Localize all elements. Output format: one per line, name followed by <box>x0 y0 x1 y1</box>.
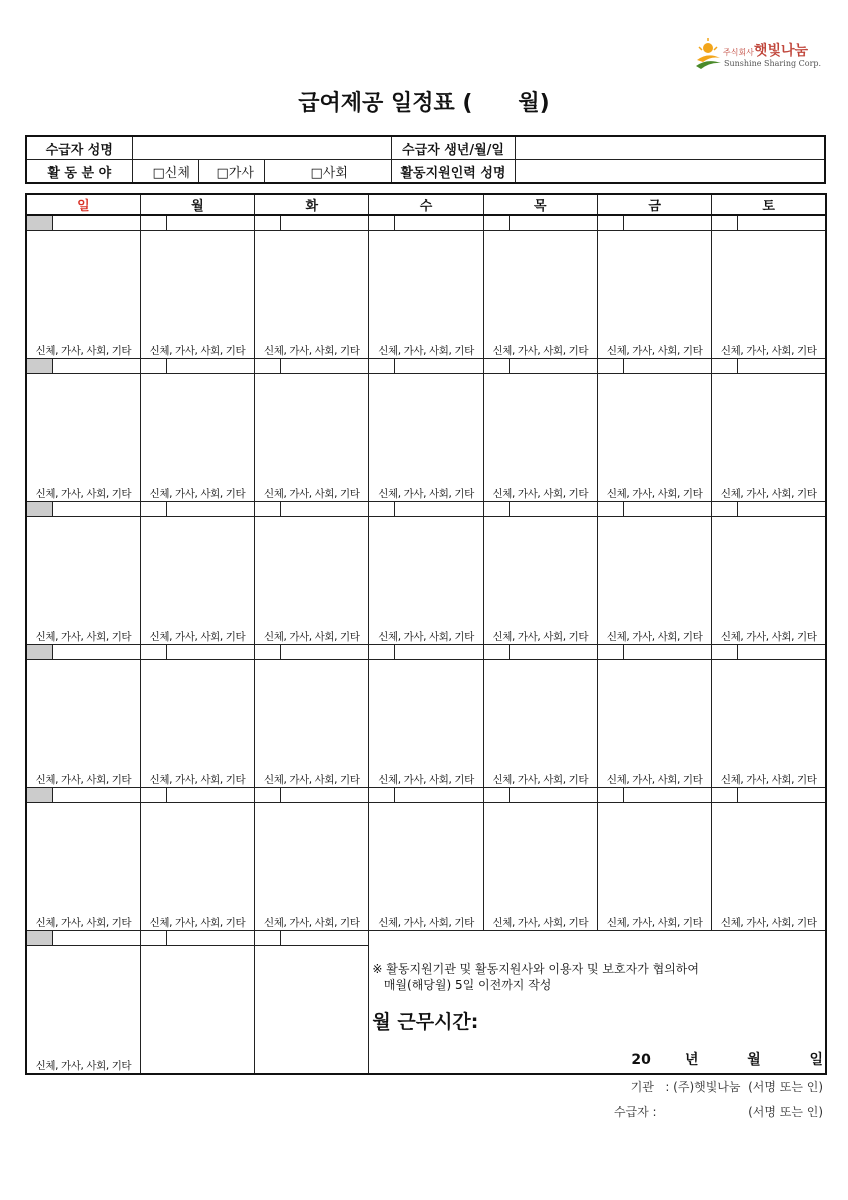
date-time-cell[interactable] <box>166 645 254 660</box>
day-category-line: 신체, 가사, 사회, 기타 <box>255 915 369 931</box>
day-category-line: 신체, 가사, 사회, 기타 <box>597 915 711 931</box>
date-number-cell[interactable] <box>369 215 395 231</box>
day-schedule-cell[interactable] <box>369 660 483 773</box>
date-number-cell[interactable] <box>712 215 738 231</box>
date-number-cell[interactable] <box>483 645 509 660</box>
date-number-cell[interactable] <box>712 359 738 374</box>
day-schedule-cell[interactable] <box>369 803 483 916</box>
recipient-signature-line: 수급자 : (서명 또는 인) <box>613 1105 824 1119</box>
day-schedule-cell[interactable] <box>140 803 254 916</box>
day-category-line: 신체, 가사, 사회, 기타 <box>255 772 369 788</box>
day-category-line: 신체, 가사, 사회, 기타 <box>483 343 597 359</box>
day-schedule-cell[interactable] <box>369 517 483 630</box>
date-number-cell[interactable] <box>597 359 623 374</box>
day-schedule-cell[interactable] <box>712 660 826 773</box>
date-number-cell[interactable] <box>369 359 395 374</box>
day-category-line: 신체, 가사, 사회, 기타 <box>597 772 711 788</box>
weekday-header: 월 <box>140 194 254 215</box>
day-schedule-cell[interactable] <box>140 517 254 630</box>
day-category-line: 신체, 가사, 사회, 기타 <box>712 772 826 788</box>
day-schedule-cell[interactable] <box>140 660 254 773</box>
date-number-cell[interactable] <box>255 645 281 660</box>
date-number-cell[interactable] <box>255 215 281 231</box>
day-category-line: 신체, 가사, 사회, 기타 <box>597 629 711 645</box>
day-category-line: 신체, 가사, 사회, 기타 <box>140 915 254 931</box>
date-time-cell[interactable] <box>509 359 597 374</box>
date-time-cell[interactable] <box>623 359 711 374</box>
date-time-cell[interactable] <box>52 645 140 660</box>
date-time-cell[interactable] <box>623 502 711 517</box>
date-time-cell[interactable] <box>738 359 826 374</box>
date-time-cell[interactable] <box>52 788 140 803</box>
date-number-cell[interactable] <box>369 788 395 803</box>
date-time-cell[interactable] <box>281 502 369 517</box>
day-schedule-cell[interactable] <box>597 231 711 344</box>
weekday-header: 금 <box>597 194 711 215</box>
day-category-line: 신체, 가사, 사회, 기타 <box>26 1058 140 1074</box>
recipient-info-table <box>25 135 826 184</box>
date-time-cell[interactable] <box>509 645 597 660</box>
date-time-cell[interactable] <box>52 931 140 946</box>
date-time-cell[interactable] <box>509 215 597 231</box>
day-category-line: 신체, 가사, 사회, 기타 <box>26 629 140 645</box>
date-time-cell[interactable] <box>281 359 369 374</box>
day-category-line: 신체, 가사, 사회, 기타 <box>712 486 826 502</box>
day-schedule-cell[interactable] <box>26 803 140 916</box>
notes-signature-panel <box>369 931 826 1119</box>
date-number-cell[interactable] <box>712 502 738 517</box>
date-time-cell[interactable] <box>623 215 711 231</box>
date-time-cell[interactable] <box>623 645 711 660</box>
day-category-line: 신체, 가사, 사회, 기타 <box>483 486 597 502</box>
date-number-cell[interactable] <box>712 788 738 803</box>
date-time-cell[interactable] <box>738 502 826 517</box>
date-number-cell[interactable] <box>369 645 395 660</box>
work-hours-label: 월 근무시간: <box>372 1011 479 1033</box>
recipient-name-label: 수급자 성명 <box>26 136 132 160</box>
day-category-line: 신체, 가사, 사회, 기타 <box>255 343 369 359</box>
day-category-line: 신체, 가사, 사회, 기타 <box>369 486 483 502</box>
date-number-cell[interactable] <box>255 931 281 946</box>
day-category-line: 신체, 가사, 사회, 기타 <box>369 915 483 931</box>
recipient-birth-field[interactable] <box>515 136 825 160</box>
sign-date-line: 20 년 월 일 <box>631 1052 824 1068</box>
date-time-cell[interactable] <box>738 645 826 660</box>
day-schedule-cell[interactable] <box>26 660 140 773</box>
day-schedule-cell[interactable] <box>26 374 140 487</box>
day-schedule-cell[interactable] <box>140 946 254 1059</box>
date-time-cell[interactable] <box>281 215 369 231</box>
date-number-cell[interactable] <box>483 502 509 517</box>
date-time-cell[interactable] <box>395 359 483 374</box>
day-schedule-cell[interactable] <box>255 374 369 487</box>
date-time-cell[interactable] <box>166 502 254 517</box>
instruction-note: ※ 활동지원기관 및 활동지원사와 이용자 및 보호자가 협의하여 매월(해당월) 5일 이전까지 작성 <box>372 962 699 992</box>
company-logo <box>693 36 823 74</box>
day-category-line: 신체, 가사, 사회, 기타 <box>712 915 826 931</box>
date-number-cell[interactable] <box>483 788 509 803</box>
day-category-line: 신체, 가사, 사회, 기타 <box>140 629 254 645</box>
schedule-calendar <box>25 193 827 1119</box>
day-category-line <box>255 1058 369 1074</box>
day-schedule-cell[interactable] <box>483 803 597 916</box>
weekday-header: 일 <box>26 194 140 215</box>
day-schedule-cell[interactable] <box>255 231 369 344</box>
date-number-cell[interactable] <box>140 215 166 231</box>
day-schedule-cell[interactable] <box>369 374 483 487</box>
day-schedule-cell[interactable] <box>712 374 826 487</box>
option-social-checkbox[interactable]: □사회 <box>264 160 391 184</box>
day-category-line: 신체, 가사, 사회, 기타 <box>140 343 254 359</box>
date-number-cell[interactable] <box>140 502 166 517</box>
day-category-line: 신체, 가사, 사회, 기타 <box>26 772 140 788</box>
day-schedule-cell[interactable] <box>597 374 711 487</box>
date-number-cell[interactable] <box>255 788 281 803</box>
day-schedule-cell[interactable] <box>140 374 254 487</box>
day-schedule-cell[interactable] <box>712 517 826 630</box>
date-number-cell[interactable] <box>369 502 395 517</box>
day-schedule-cell[interactable] <box>712 231 826 344</box>
date-number-cell[interactable] <box>140 931 166 946</box>
day-schedule-cell[interactable] <box>26 946 140 1059</box>
day-schedule-cell[interactable] <box>483 517 597 630</box>
date-time-cell[interactable] <box>623 788 711 803</box>
date-number-cell[interactable] <box>255 359 281 374</box>
day-category-line: 신체, 가사, 사회, 기타 <box>483 772 597 788</box>
day-category-line: 신체, 가사, 사회, 기타 <box>255 486 369 502</box>
day-category-line: 신체, 가사, 사회, 기타 <box>26 915 140 931</box>
date-time-cell[interactable] <box>509 788 597 803</box>
day-schedule-cell[interactable] <box>140 231 254 344</box>
day-category-line: 신체, 가사, 사회, 기타 <box>369 772 483 788</box>
day-schedule-cell[interactable] <box>255 517 369 630</box>
recipient-name-field[interactable] <box>132 136 391 160</box>
date-time-cell[interactable] <box>509 502 597 517</box>
date-number-cell[interactable] <box>26 215 52 231</box>
date-number-cell[interactable] <box>26 645 52 660</box>
support-staff-label: 활동지원인력 성명 <box>391 160 515 184</box>
day-schedule-cell[interactable] <box>483 231 597 344</box>
day-category-line: 신체, 가사, 사회, 기타 <box>483 629 597 645</box>
day-category-line: 신체, 가사, 사회, 기타 <box>255 629 369 645</box>
option-physical-checkbox[interactable]: □신체 <box>132 160 198 184</box>
date-time-cell[interactable] <box>738 788 826 803</box>
date-number-cell[interactable] <box>483 215 509 231</box>
date-time-cell[interactable] <box>281 788 369 803</box>
recipient-birth-label: 수급자 생년/월/일 <box>391 136 515 160</box>
day-category-line: 신체, 가사, 사회, 기타 <box>369 629 483 645</box>
date-time-cell[interactable] <box>395 215 483 231</box>
day-schedule-cell[interactable] <box>597 660 711 773</box>
date-time-cell[interactable] <box>738 215 826 231</box>
day-category-line: 신체, 가사, 사회, 기타 <box>483 915 597 931</box>
date-time-cell[interactable] <box>395 502 483 517</box>
day-schedule-cell[interactable] <box>597 517 711 630</box>
day-schedule-cell[interactable] <box>483 660 597 773</box>
day-category-line: 신체, 가사, 사회, 기타 <box>369 343 483 359</box>
date-time-cell[interactable] <box>166 788 254 803</box>
date-number-cell[interactable] <box>597 645 623 660</box>
date-number-cell[interactable] <box>26 931 52 946</box>
day-category-line: 신체, 가사, 사회, 기타 <box>26 486 140 502</box>
date-time-cell[interactable] <box>395 645 483 660</box>
day-category-line <box>140 1058 254 1074</box>
date-number-cell[interactable] <box>140 645 166 660</box>
weekday-header: 화 <box>255 194 369 215</box>
day-schedule-cell[interactable] <box>255 803 369 916</box>
date-number-cell[interactable] <box>26 359 52 374</box>
day-category-line: 신체, 가사, 사회, 기타 <box>140 772 254 788</box>
activity-field-label: 활 동 분 야 <box>26 160 132 184</box>
date-number-cell[interactable] <box>712 645 738 660</box>
date-time-cell[interactable] <box>52 215 140 231</box>
day-schedule-cell[interactable] <box>597 803 711 916</box>
date-number-cell[interactable] <box>26 788 52 803</box>
page-title: 급여제공 일정표 ( 월) <box>298 91 550 116</box>
day-schedule-cell[interactable] <box>255 946 369 1059</box>
day-category-line: 신체, 가사, 사회, 기타 <box>26 343 140 359</box>
logo-english-name: Sunshine Sharing Corp. <box>724 59 822 68</box>
day-schedule-cell[interactable] <box>483 374 597 487</box>
date-time-cell[interactable] <box>166 931 254 946</box>
institution-signature-line: 기관 : (주)햇빛나눔 (서명 또는 인) <box>630 1080 824 1094</box>
day-category-line: 신체, 가사, 사회, 기타 <box>140 486 254 502</box>
day-category-line: 신체, 가사, 사회, 기타 <box>597 343 711 359</box>
weekday-header: 수 <box>369 194 483 215</box>
date-number-cell[interactable] <box>255 502 281 517</box>
date-number-cell[interactable] <box>483 359 509 374</box>
day-schedule-cell[interactable] <box>26 231 140 344</box>
date-number-cell[interactable] <box>597 215 623 231</box>
date-time-cell[interactable] <box>166 215 254 231</box>
date-time-cell[interactable] <box>395 788 483 803</box>
day-schedule-cell[interactable] <box>369 231 483 344</box>
option-housework-checkbox[interactable]: □가사 <box>198 160 264 184</box>
day-schedule-cell[interactable] <box>712 803 826 916</box>
date-time-cell[interactable] <box>52 502 140 517</box>
support-staff-field[interactable] <box>515 160 825 184</box>
date-number-cell[interactable] <box>26 502 52 517</box>
sun-logo-icon <box>693 38 723 72</box>
date-time-cell[interactable] <box>281 645 369 660</box>
weekday-header: 목 <box>483 194 597 215</box>
day-category-line: 신체, 가사, 사회, 기타 <box>712 343 826 359</box>
date-time-cell[interactable] <box>281 931 369 946</box>
weekday-header: 토 <box>712 194 826 215</box>
date-number-cell[interactable] <box>140 359 166 374</box>
day-schedule-cell[interactable] <box>255 660 369 773</box>
day-category-line: 신체, 가사, 사회, 기타 <box>597 486 711 502</box>
day-schedule-cell[interactable] <box>26 517 140 630</box>
date-number-cell[interactable] <box>140 788 166 803</box>
date-number-cell[interactable] <box>597 502 623 517</box>
logo-korean-name: 주식회사햇빛나눔 <box>723 43 809 59</box>
date-time-cell[interactable] <box>52 359 140 374</box>
day-category-line: 신체, 가사, 사회, 기타 <box>712 629 826 645</box>
date-number-cell[interactable] <box>597 788 623 803</box>
date-time-cell[interactable] <box>166 359 254 374</box>
